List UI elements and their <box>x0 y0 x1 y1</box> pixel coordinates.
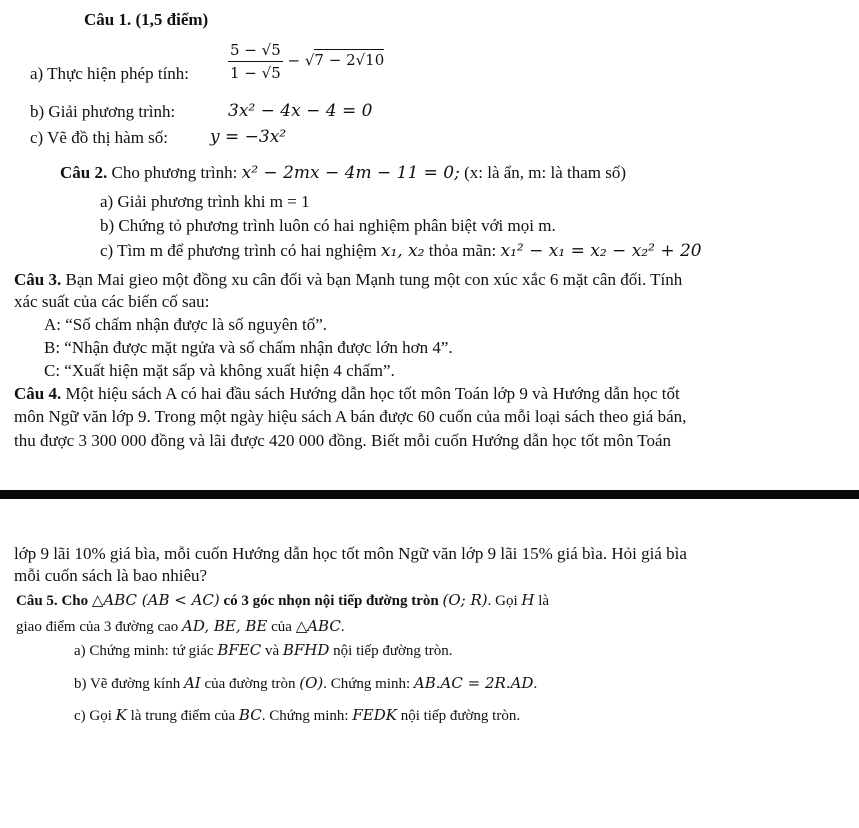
cau1-a-fraction <box>228 40 283 83</box>
cau5-line2a: giao điểm của 3 đường cao <box>16 619 179 635</box>
cau4-title: Câu 4. <box>14 384 62 403</box>
cau5-a2: và <box>264 643 280 659</box>
cau5-b1: b) Vẽ đường kính <box>74 676 181 692</box>
cau2-b: b) Chứng tỏ phương trình luôn có hai nghiệm phân biệt với mọi m. <box>100 216 556 235</box>
cau4-line5: mỗi cuốn sách là bao nhiêu? <box>14 566 208 585</box>
cau1-c-equation: y = −3x² <box>210 127 287 147</box>
cau5-c1: c) Gọi <box>74 708 112 724</box>
cau5-line2c: . <box>340 619 345 635</box>
cau5-b2: của đường tròn <box>204 676 296 692</box>
cau5-b3: . Chứng minh: <box>323 676 411 692</box>
cau5-title: Câu 5. <box>16 593 58 609</box>
cau3-line2: xác suất của các biến cố sau: <box>14 292 210 311</box>
cau5-line2 <box>16 616 345 637</box>
cau2-a: a) Giải phương trình khi m = 1 <box>100 192 310 211</box>
cau4-line2: môn Ngữ văn lớp 9. Trong một ngày hiệu sách A bán được 60 cuốn của mỗi loại sách theo giá bán, <box>14 407 687 426</box>
cau5-quad-bfec: BFEC <box>217 641 262 659</box>
cau2-c-cond: thỏa mãn: <box>428 241 497 260</box>
cau5-segment-bc: BC <box>238 706 262 724</box>
cau2-intro: Cho phương trình: <box>111 163 238 182</box>
cau5-line2b: của <box>271 619 292 635</box>
cau1-b-label: b) Giải phương trình: <box>30 102 176 121</box>
cau4-line4: lớp 9 lãi 10% giá bìa, mỗi cuốn Hướng dẫn học tốt môn Ngữ văn lớp 9 lãi 15% giá bìa. Hỏi giá bìa <box>14 544 687 563</box>
cau5-a1: a) Chứng minh: tứ giác <box>74 643 214 659</box>
cau5-c <box>74 705 520 726</box>
cau1-a-label: a) Thực hiện phép tính: <box>30 64 190 83</box>
cau5-b-equation: AB.AC = 2R.AD <box>413 674 534 692</box>
cau1-a-minus-root: − √ <box>282 51 315 70</box>
cau2-note: (x: là ẩn, m: là tham số) <box>464 163 627 182</box>
cau5-b <box>74 673 537 694</box>
cau4-line1 <box>14 384 680 404</box>
cau5-c2: là trung điểm của <box>130 708 236 724</box>
cau5-c3: . Chứng minh: <box>261 708 349 724</box>
cau5-triangle: △ABC (AB < AC) <box>91 591 220 609</box>
cau5-triangle-2: △ABC <box>295 617 341 635</box>
cau2-c-line <box>100 241 702 261</box>
cau3-event-c: C: “Xuất hiện mặt sấp và không xuất hiện 4 chấm”. <box>44 361 395 380</box>
cau1-a-numerator: 5 − √5 <box>228 40 283 62</box>
cau3-event-b: B: “Nhận được mặt ngửa và số chấm nhận được lớn hơn 4”. <box>44 338 453 357</box>
cau5-b4: . <box>533 676 538 692</box>
cau5-circle-o: (O) <box>299 674 324 692</box>
cau5-point-k: K <box>115 706 127 724</box>
cau5-p1: Cho <box>61 593 89 609</box>
cau5-a3: nội tiếp đường tròn. <box>333 643 453 659</box>
cau5-p4: là <box>538 593 550 609</box>
cau5-quad-fedk: FEDK <box>352 706 397 724</box>
cau1-c-label: c) Vẽ đồ thị hàm số: <box>30 128 169 147</box>
cau2-c-vars: x₁, x₂ <box>380 241 425 261</box>
cau4-line3: thu được 3 300 000 đồng và lãi được 420 000 đồng. Biết mỗi cuốn Hướng dẫn học tốt môn Toán <box>14 431 672 450</box>
cau3-line1 <box>14 270 682 290</box>
cau2-title: Câu 2. <box>60 163 108 182</box>
cau4-text1: Một hiệu sách A có hai đầu sách Hướng dẫn học tốt môn Toán lớp 9 và Hướng dẫn học tốt <box>65 384 680 403</box>
cau5-circle: (O; R) <box>442 591 488 609</box>
cau3-text1: Bạn Mai gieo một đồng xu cân đối và bạn Mạnh tung một con xúc xắc 6 mặt cân đối. Tính <box>65 270 683 289</box>
cau5-point-h: H <box>521 591 535 609</box>
cau1-a-radicand: 7 − 2√10 <box>314 51 385 70</box>
cau2-c-text: c) Tìm m để phương trình có hai nghiệm <box>100 241 377 260</box>
cau5-p3: . Gọi <box>487 593 518 609</box>
cau5-line1 <box>16 590 549 611</box>
cau3-title: Câu 3. <box>14 270 62 289</box>
cau1-b-equation: 3x² − 4x − 4 = 0 <box>228 101 373 121</box>
cau5-diameter-ai: AI <box>183 674 201 692</box>
cau5-altitudes: AD, BE, BE <box>182 617 268 635</box>
cau2-c-equation: x₁² − x₁ = x₂ − x₂² + 20 <box>500 241 702 261</box>
cau2-equation: x² − 2mx − 4m − 11 = 0; <box>241 163 460 183</box>
cau3-event-a: A: “Số chấm nhận được là số nguyên tố”. <box>44 315 328 334</box>
cau5-a <box>74 640 453 661</box>
cau5-quad-bfhd: BFHD <box>282 641 330 659</box>
cau2-line <box>60 163 626 183</box>
cau5-p2: có 3 góc nhọn nội tiếp đường tròn <box>223 593 439 609</box>
cau1-a-expression <box>228 40 384 83</box>
page-break-bar <box>0 490 859 499</box>
cau1-title: Câu 1. (1,5 điểm) <box>84 10 209 29</box>
cau1-a-denominator: 1 − √5 <box>230 64 281 82</box>
cau5-c4: nội tiếp đường tròn. <box>400 708 521 724</box>
